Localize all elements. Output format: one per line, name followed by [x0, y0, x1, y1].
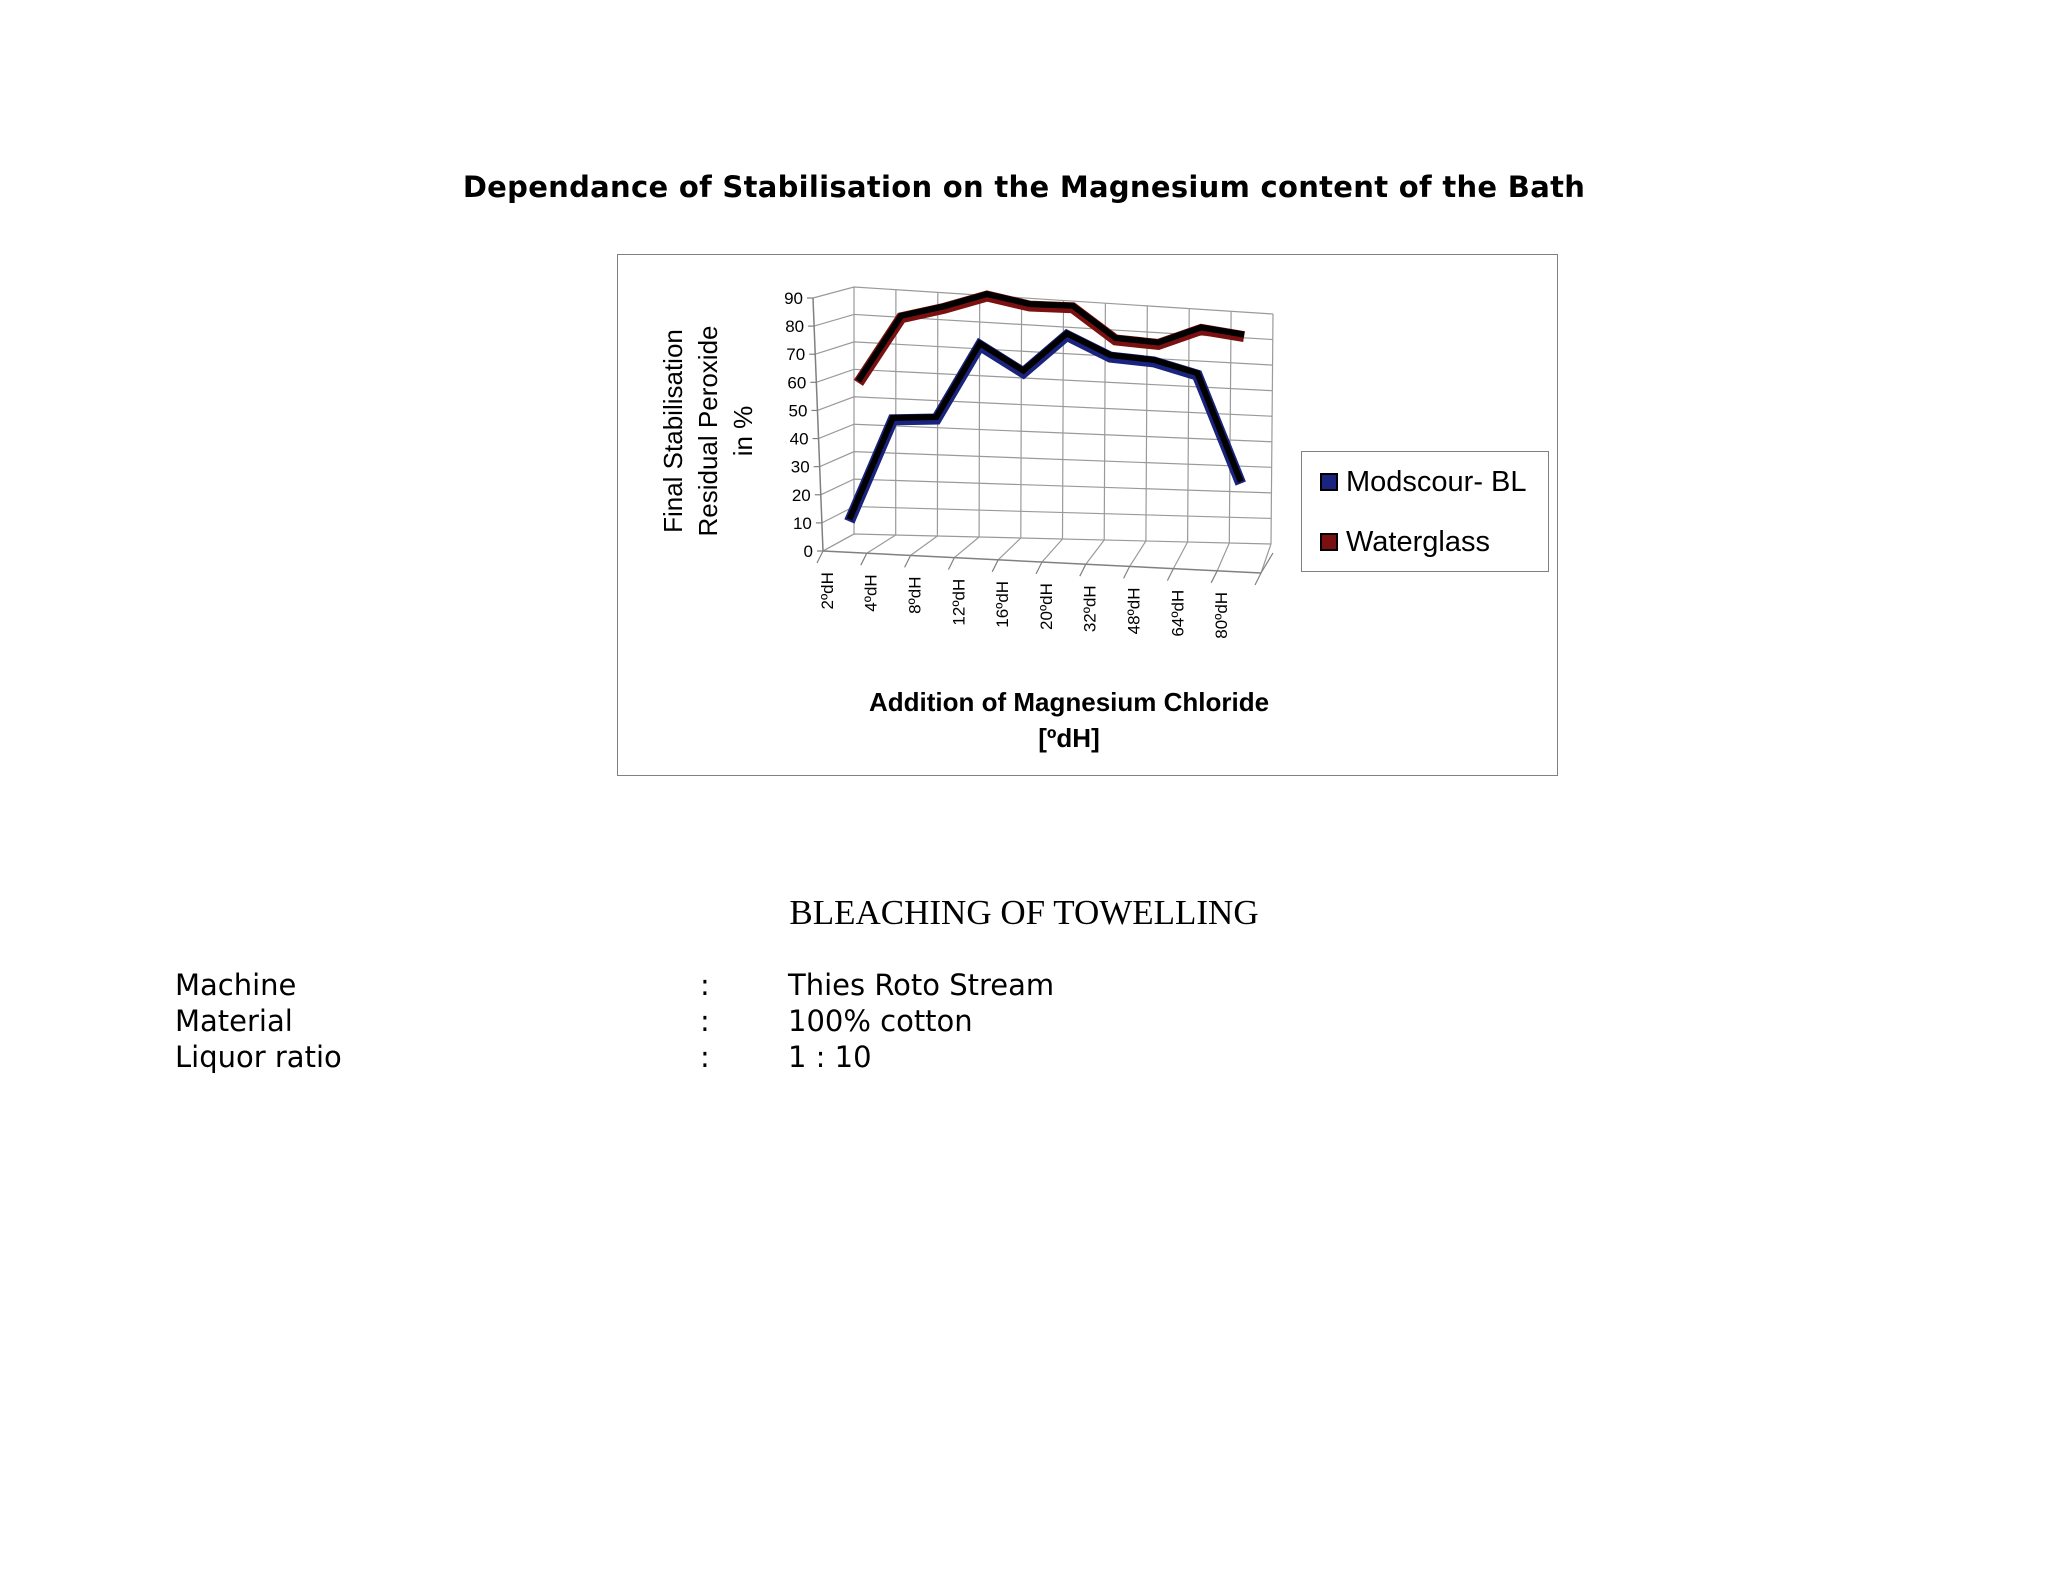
legend-swatch	[1320, 473, 1338, 491]
gridline-floor	[911, 536, 938, 555]
x-tick-mark	[1167, 569, 1173, 581]
spec-label: Machine	[175, 968, 297, 1002]
gridline-horizontal	[821, 479, 1272, 495]
y-tick-label: 70	[786, 345, 806, 365]
x-tick-label: 48ºdH	[1124, 587, 1144, 635]
y-tick-label: 0	[803, 542, 813, 561]
x-tick-mark	[1080, 564, 1086, 576]
legend-item	[1320, 524, 1490, 560]
x-tick-mark	[1211, 571, 1217, 583]
legend-item	[1320, 464, 1527, 500]
x-tick-label: 2ºdH	[817, 572, 837, 610]
chart-legend	[1301, 451, 1549, 572]
x-tick-mark	[905, 555, 911, 567]
gridline-vertical	[1188, 309, 1190, 542]
x-tick-label: 4ºdH	[861, 574, 881, 612]
gridline-floor	[1130, 541, 1146, 566]
y-axis-title: Residual Peroxide	[693, 325, 723, 537]
spec-row-material	[0, 1004, 1200, 1040]
x-tick-mark	[1036, 562, 1042, 574]
y-tick-label: 40	[789, 429, 809, 449]
x-tick-mark	[948, 558, 954, 570]
x-tick-label: 12ºdH	[949, 578, 969, 626]
legend-swatch	[1320, 533, 1338, 551]
spec-row-liquor-ratio	[0, 1040, 1200, 1076]
gridline-floor	[954, 537, 979, 558]
y-axis-title: Final Stabilisation	[658, 329, 688, 533]
gridline-floor	[998, 538, 1021, 560]
x-tick-label: 8ºdH	[905, 576, 925, 614]
spec-value: Thies Roto Stream	[788, 968, 1055, 1002]
x-tick-label: 20ºdH	[1036, 583, 1056, 630]
legend-label: Waterglass	[1346, 525, 1490, 558]
series-line-modscour	[849, 335, 1240, 521]
x-tick-label: 32ºdH	[1080, 585, 1100, 633]
spec-label: Liquor ratio	[175, 1040, 342, 1074]
x-axis-title: Addition of Magnesium Chloride	[868, 687, 1270, 717]
document-heading: BLEACHING OF TOWELLING	[789, 893, 1259, 932]
y-tick-label: 20	[791, 485, 811, 505]
gridline-floor	[1217, 543, 1229, 571]
x-tick-mark	[1255, 573, 1261, 585]
y-tick-label: 10	[792, 513, 812, 533]
gridline-floor	[823, 534, 854, 551]
x-tick-mark	[861, 553, 867, 565]
y-axis-line	[813, 298, 823, 551]
x-tick-mark	[992, 560, 998, 572]
y-tick-label: 90	[784, 289, 803, 308]
gridline-horizontal	[820, 452, 1272, 468]
chart-title: Dependance of Stabilisation on the Magnesium content of the Bath	[462, 170, 1586, 204]
spec-label: Material	[175, 1004, 293, 1038]
gridline-floor	[1042, 539, 1063, 562]
spec-value: 100% cotton	[788, 1004, 973, 1038]
spec-colon: :	[700, 1004, 710, 1038]
spec-row-machine	[0, 968, 1200, 1004]
x-tick-mark	[1124, 566, 1130, 578]
y-tick-label: 30	[790, 457, 810, 477]
gridline-vertical	[1271, 314, 1273, 544]
x-axis-title: [ºdH]	[1038, 723, 1100, 753]
gridline-floor	[867, 535, 896, 553]
gridline-vertical	[979, 295, 980, 537]
y-tick-label: 50	[788, 401, 808, 421]
y-axis-title: in %	[728, 405, 758, 457]
spec-colon: :	[700, 1040, 710, 1074]
gridline-vertical	[1021, 298, 1022, 538]
y-tick-label: 60	[787, 373, 807, 393]
x-tick-label: 64ºdH	[1168, 589, 1188, 637]
x-tick-label: 16ºdH	[993, 580, 1013, 628]
spec-colon: :	[700, 968, 710, 1002]
legend-label: Modscour- BL	[1346, 465, 1527, 498]
gridline-floor	[1173, 542, 1187, 569]
gridline-vertical	[1229, 311, 1231, 543]
y-tick-label: 80	[785, 317, 805, 337]
spec-value: 1 : 10	[788, 1040, 872, 1074]
gridline-horizontal	[823, 534, 1271, 551]
gridline-horizontal	[822, 507, 1271, 523]
x-tick-label: 80ºdH	[1212, 591, 1232, 639]
x-tick-mark	[817, 551, 823, 563]
gridline-floor	[1086, 540, 1104, 564]
